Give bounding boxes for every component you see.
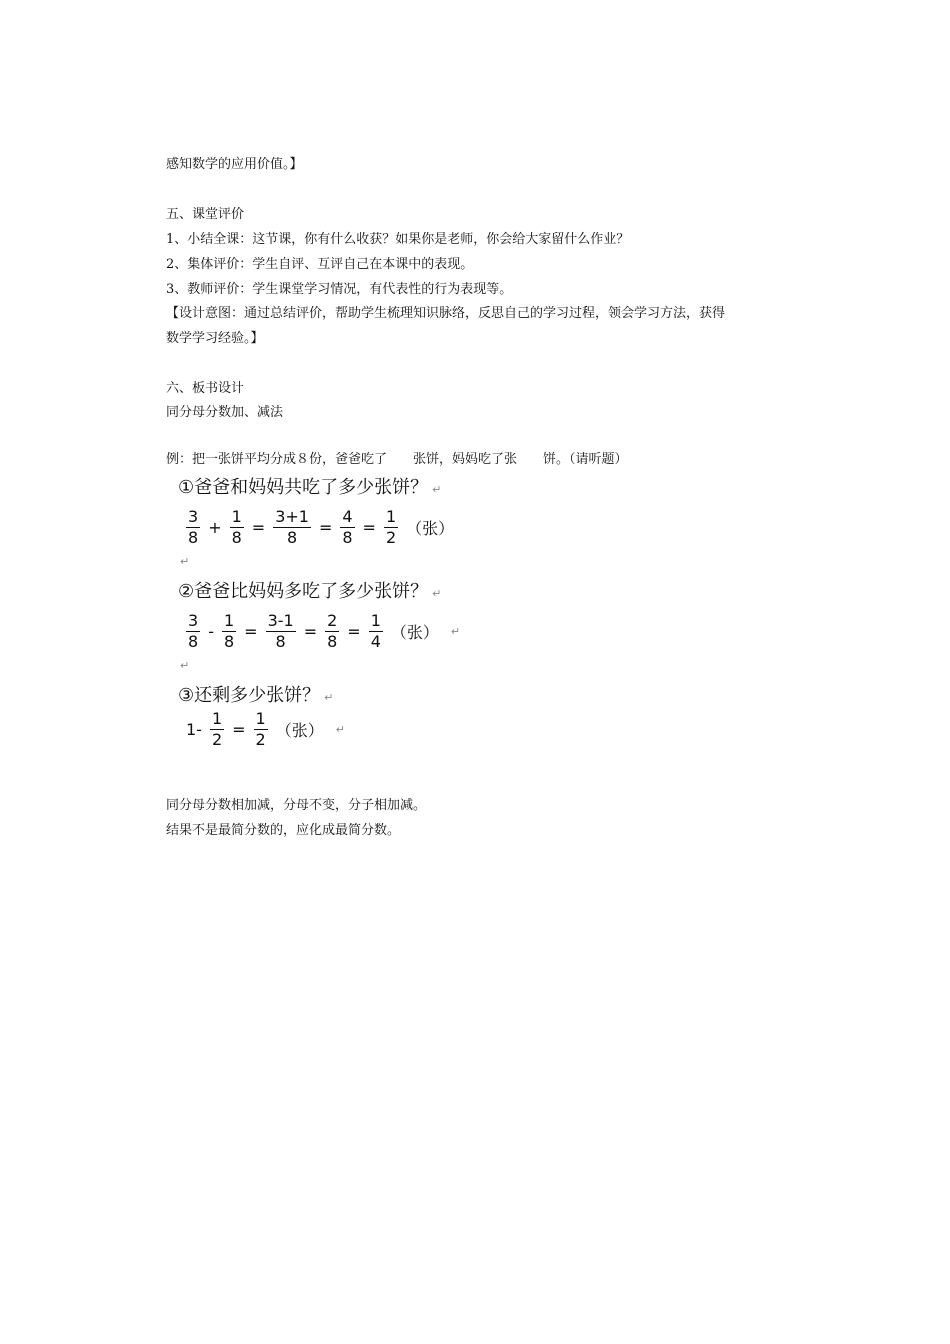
design-intent-line1: 【设计意图：通过总结评价，帮助学生梳理知识脉络，反思自己的学习过程，领会学习方法，获得 [166, 306, 726, 321]
equals-sign: = [232, 720, 246, 739]
return-icon: ↵ [324, 691, 334, 704]
fraction: $\frac{3}{8}$ [188, 611, 199, 651]
fraction: $\frac{1}{2}$ [211, 709, 223, 749]
plus-sign: + [208, 518, 222, 537]
unit-label: （张） [406, 519, 455, 538]
fraction: $\frac{2}{8}$ [327, 611, 338, 651]
return-icon: ↵ [450, 625, 461, 638]
example-text: 例：把一张饼平均分成８份，爸爸吃了 张饼，妈妈吃了张 饼。（请听题） [166, 452, 628, 467]
section5-item1: 1、小结全课：这节课，你有什么收获？如果你是老师，你会给大家留什么作业？ [166, 232, 630, 247]
summary-line2: 结果不是最简分数的，应化成最简分数。 [166, 823, 401, 838]
equation-1 [186, 508, 454, 547]
return-icon: ↵ [335, 723, 345, 736]
equals-sign: = [303, 622, 318, 641]
fraction: $\frac{3-1}{8}$ [267, 611, 294, 651]
equals-sign: = [251, 518, 266, 537]
equals-sign: = [244, 622, 258, 641]
intro-tail: 感知数学的应用价值。】 [166, 157, 303, 172]
fraction: $\frac{1}{8}$ [223, 611, 235, 651]
equals-sign: = [318, 518, 333, 537]
summary-line1: 同分母分数相加减，分母不变，分子相加减。 [166, 798, 427, 813]
fraction: $\frac{4}{8}$ [342, 507, 353, 547]
fraction: $\frac{3+1}{8}$ [275, 507, 309, 547]
fraction: $\frac{1}{2}$ [385, 507, 397, 547]
question-2 [178, 581, 441, 605]
fraction: $\frac{1}{2}$ [255, 709, 266, 749]
minus-sign: - [208, 622, 214, 641]
section5-title: 五、课堂评价 [166, 207, 245, 222]
question-3 [178, 685, 333, 709]
fraction: $\frac{3}{8}$ [188, 507, 199, 547]
equation-2 [186, 612, 460, 651]
question-2-text: ②爸爸比妈妈多吃了多少张饼？ [178, 581, 429, 602]
equation-3 [186, 710, 345, 749]
question-3-text: ③还剩多少张饼？ [178, 685, 321, 706]
equals-sign: = [347, 622, 361, 641]
question-1-text: ①爸爸和妈妈共吃了多少张饼？ [178, 477, 429, 498]
question-1 [178, 477, 441, 501]
section6-subtitle: 同分母分数加、减法 [166, 405, 284, 420]
equals-sign: = [362, 518, 376, 537]
return-icon: ↵ [432, 587, 442, 600]
design-intent-line2: 数学学习经验。】 [166, 331, 264, 346]
unit-label: （张） [275, 721, 324, 740]
fraction: $\frac{1}{4}$ [370, 611, 381, 651]
section6-title: 六、板书设计 [166, 381, 245, 396]
section5-item2: 2、集体评价：学生自评、互评自己在本课中的表现。 [166, 257, 474, 272]
lead-term: 1- [186, 720, 202, 739]
fraction: $\frac{1}{8}$ [231, 507, 242, 547]
return-icon: ↵ [180, 659, 190, 672]
return-icon: ↵ [180, 555, 190, 568]
unit-label: （张） [390, 623, 439, 642]
section5-item3: 3、教师评价：学生课堂学习情况，有代表性的行为表现等。 [166, 282, 513, 297]
return-icon: ↵ [432, 483, 442, 496]
